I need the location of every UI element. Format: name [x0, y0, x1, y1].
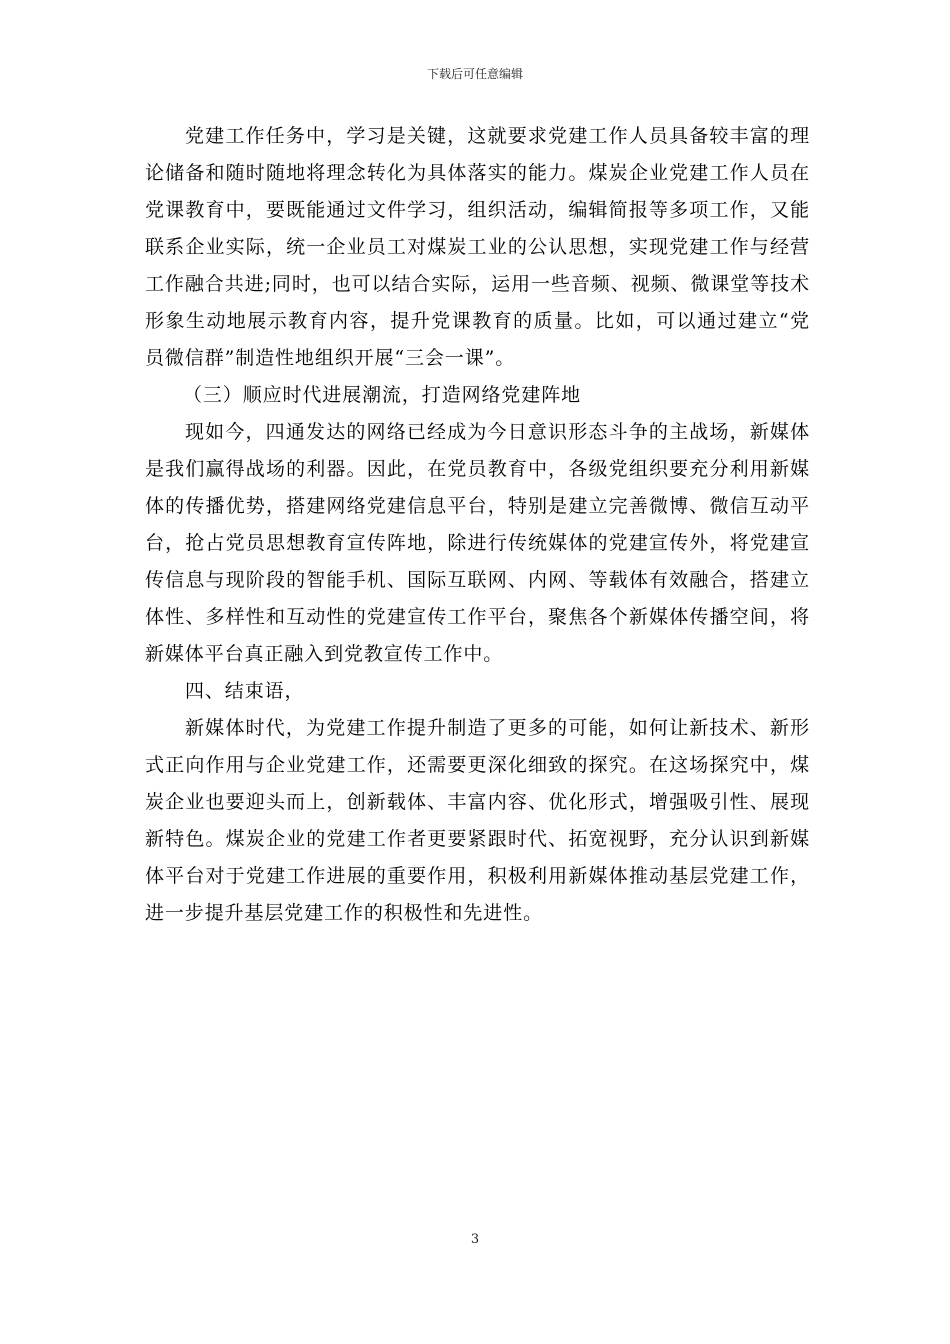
paragraph-study-key: 党建工作任务中，学习是关键，这就要求党建工作人员具备较丰富的理论储备和随时随地将理念转化为具体落实的能力。煤炭企业党建工作人员在党课教育中，要既能通过文件学习，组织活动，编辑简报等多项工作，又能联系企业实际，统一企业员工对煤炭工业的公认思想，实现党建工作与经营工作融合共进;同时，也可以结合实际，运用一些音频、视频、微课堂等技术形象生动地展示教育内容，提升党课教育的质量。比如，可以通过建立“党员微信群”制造性地组织开展“三会一课”。	[145, 125, 810, 369]
page-header: 下载后可任意编辑	[426, 67, 523, 81]
document-body	[145, 118, 810, 932]
paragraph-network-platform: 现如今，四通发达的网络已经成为今日意识形态斗争的主战场，新媒体是我们赢得战场的利器。因此，在党员教育中，各级党组织要充分利用新媒体的传播优势，搭建网络党建信息平台，特别是建立完善微博、微信互动平台，抢占党员思想教育宣传阵地，除进行传统媒体的党建宣传外，将党建宣传信息与现阶段的智能手机、国际互联网、内网、等载体有效融合，搭建立体性、多样性和互动性的党建宣传工作平台，聚焦各个新媒体传播空间，将新媒体平台真正融入到党教宣传工作中。	[145, 421, 810, 665]
page-number: 3	[470, 1232, 480, 1247]
paragraph-conclusion: 新媒体时代，为党建工作提升制造了更多的可能，如何让新技术、新形式正向作用与企业党建工作，还需要更深化细致的探究。在这场探究中，煤炭企业也要迎头而上，创新载体、丰富内容、优化形式，增强吸引性、展现新特色。煤炭企业的党建工作者更要紧跟时代、拓宽视野，充分认识到新媒体平台对于党建工作进展的重要作用，积极利用新媒体推动基层党建工作，进一步提升基层党建工作的积极性和先进性。	[145, 717, 810, 924]
section-heading-3: （三）顺应时代进展潮流，打造网络党建阵地	[183, 384, 582, 406]
section-heading-4: 四、结束语，	[185, 680, 305, 702]
